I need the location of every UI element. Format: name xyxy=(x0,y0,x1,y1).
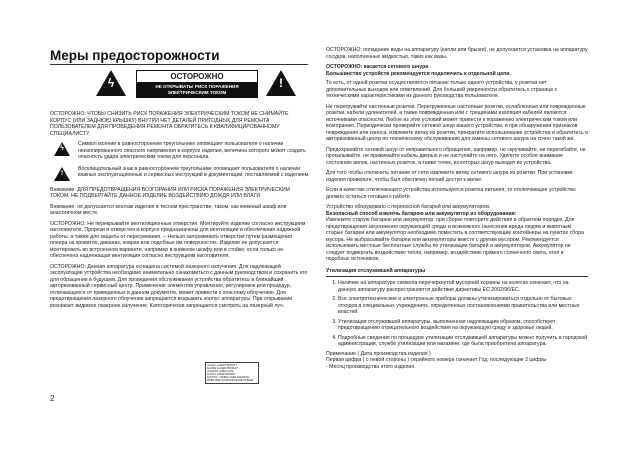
symbol-lightning-text: Символ молнии в равностороннем треугольнике оповещает пользователя о наличии неизолированного опасного напряжения в корпусе изделия, величина которого может создать опасность удара электрическим током для персонала. xyxy=(78,141,306,160)
laser-label-line: CAUTION - VISIBLE LASER RADIATION xyxy=(207,376,250,379)
date-note-2: Первая цифра ( с левой стороны ) серийного номера означает Год, последующие 2 цифры xyxy=(326,357,547,363)
cord-paragraph-3: Предохраняйте сетевой шнур от неправильного обращения, например, не скручивайте, не перегибайте, не прокалывайте, не прижимайте кабель дверью и не наступайте на него. Уделите особое внимание состоянию вилок, настенных розеток, а также точек, из которых шнур выходит из устройства. xyxy=(326,146,586,166)
warning-label xyxy=(50,68,310,110)
page-title: Меры предосторожности xyxy=(50,48,220,63)
date-note-3: - Месяц производства этого изделия. xyxy=(326,363,416,370)
cord-heading: ОСТОРОЖНО: касается сетевого шнура xyxy=(326,64,429,70)
cord-paragraph-2: Не перегружайте настенные розетки. Перегруженные настенные розетки, ослабленные или поврежденные розетки, кабели удлинителей, а также поврежденная или с трещинами изоляция кабелей являются источниками опасности. Любое из этих условий может привести к поражению электрическим током или возгоранию. Периодически проверяйте сетевой шнур вашего устройства, и при обнаружении признаков повреждения или износа, извлеките вилку из розетки, прекратите использование устройства и обратитесь в авторизованный центр по техническому обслуживанию для замены сетевого шнура на точно такой же. xyxy=(326,103,588,142)
cord-subheading: Большинство устройств рекомендуется подключать к отдельной цепи. xyxy=(326,70,511,77)
cord-paragraph-5: Если в качестве отключающего устройства используется розетка питания, то отключающее устройство должно остаться готовым к работе. xyxy=(326,187,576,200)
laser-label-line: LUOKAN 1 LASER LAITE xyxy=(207,370,234,373)
list-item: 3. Утилизация отслужившей аппаратуры, выполненная надлежащим образом, способствует предотвращению отрицательного воздействия на окружающую среду и здоровье людей. xyxy=(338,319,588,332)
warning-box xyxy=(136,70,258,98)
cord-paragraph-4: Для того чтобы отключить питание от сети извлеките вилку сетевого шнура из розетки. При установке изделия проверьте, чтобы был обеспечен легкий доступ к вилке. xyxy=(326,170,573,183)
lightning-triangle-icon: ϟ xyxy=(96,70,126,96)
warning-paragraph: Внимание: ДЛЯ ПРЕДОТВРАЩЕНИЯ ВОЗГОРАНИЯ ИЛИ РИСКА ПОРАЖЕНИЯ ЭЛЕКТРИЧЕСКИМ ТОКОМ, НЕ ПОДВЕРГАЙТЕ ДАННОЕ ИЗДЕЛИЕ ВОЗДЕЙСТВИЮ ДОЖДЯ ИЛИ ВЛАГИ. xyxy=(50,186,290,199)
laser-class-label xyxy=(205,362,259,384)
exclamation-triangle-icon: ! xyxy=(52,166,74,182)
disposal-list xyxy=(326,280,588,348)
laser-paragraph: ОСТОРОЖНО: Данная аппаратура оснащена системой лазерного излучения. Для надлежащей эксплуатации устройства необходимо внимательно ознакомиться с данным руководством и сохранить его для обращения в будущем. Для проведения обслуживания устройства обратитесь в ближайший авторизованный сервисный центр. Применение элементов управления, регулировок или процедур, отличающихся от приведенных в данном документе, может привести к опасному облучению. Для предотвращения лазерного облучения запрещается вскрывать корпус аппаратуры. При открывании возникает видимое лазерное излучение. Категорически запрещается смотреть на лазерный луч. xyxy=(50,263,308,309)
warning-title: ОСТОРОЖНО xyxy=(137,71,257,83)
battery-heading: Безопасный способ извлечь батарею или аккумулятор из оборудования: xyxy=(326,210,517,217)
date-note-1: Примечание ( Дата производства изделия ) xyxy=(326,350,431,357)
symbol-exclamation-text: Восклицательный знак в равностороннем треугольнике оповещает пользователя о наличии важных эксплуатационных и сервисных инструкций в документации, поставляемой с изделием. xyxy=(78,165,310,178)
list-item: 1. Наличие на аппаратуре символа перечеркнутой мусорной корзины на колесах означает, что на данную аппаратуру распространяется действие директивы ЕС 2002/96/EC. xyxy=(338,280,588,293)
battery-paragraph-2: Извлеките старую батарею или аккумулятор, при сборке повторите действия в обратном порядке. Для предотвращения загрязнения окружающей среды и возможного нанесения вреда людям и животным старые батареи или аккумулятор необходимо поместить в соответствующие контейнеры на пунктах сбора мусора. Не выбрасывайте батареи или аккумуляторы вместе с другим мусором. Рекомендуется использовать местные бесплатные службы по утилизации батарей и аккумуляторов. Аккумулятор не следует подвергать воздействию тепла, например, воздействию прямого солнечного света, огня и подобных источников. xyxy=(326,217,584,262)
disposal-divider xyxy=(326,276,588,277)
list-item: 2. Все электротехнические и электронные приборы должны утилизироваться отдельно от бытовых отходов в специальных учреждениях, определенных постановлениями правительства или местных властей. xyxy=(338,296,588,316)
battery-paragraph-1: Устройство оборудовано с переносной батарей или аккумулятором. xyxy=(326,204,491,210)
cord-paragraph-1: То есть, от одной розетки осуществляется питание только одного устройства, у розетки нет дополнительных выходов или ответвлений. Для большей уверенности обратитесь к странице с техническими характеристиками из данного руководства пользователя. xyxy=(326,80,558,99)
laser-label-line: KLASS 1 LASER APPARAT xyxy=(207,373,236,376)
left-column xyxy=(50,68,310,313)
moisture-paragraph: ОСТОРОЖНО: попадание воды на аппаратуру (капли или брызги), не допускается установка на аппаратуру сосудов, наполненных жидкостью, таких как вазы. xyxy=(326,47,588,60)
laser-label-line: WHEN OPEN AVOID EXPOSURE TO BEAM xyxy=(207,379,254,382)
laser-label-line: CLASS 1 LASER PRODUCT xyxy=(207,364,237,367)
right-column xyxy=(326,47,588,370)
symbol-lightning-row xyxy=(50,141,310,161)
list-item: 4. Подробные сведения по процедуре утилизации отслужившей аппаратуры можно получить в городской администрации, службе утилизации или магазине, где была приобретена аппаратура. xyxy=(338,335,588,348)
page-number: 2 xyxy=(50,394,55,403)
title-divider xyxy=(50,64,308,65)
exclamation-triangle-icon: ! xyxy=(266,70,296,96)
laser-label-line: KLASSE 1 LASER PRODUKT xyxy=(207,367,239,370)
ventilation-paragraph: ОСТОРОЖНО: Не перекрывайте вентиляционные отверстия. Монтируйте изделие согласно инструкциям изготовителя. Прорези и отверстия в корпусе предназначены для вентиляции и обеспечения надежной работы, а также для защиты от перегревания. – Нельзя загораживать отверстия путем размещения плеера на кроватях, диванах, коврах или подобных им поверхностях. Изделие не допускается монтировать во встроенном варианте, например в книжном шкафу или в стойке, если только не обеспечена надлежащая вентиляция согласно инструкциям изготовителя. xyxy=(50,220,306,259)
shelf-paragraph: Внимание: не допускается монтаж изделия в тесном пространстве, таком, как книжный шкаф или аналогичном месте. xyxy=(50,203,287,216)
lightning-triangle-icon: ϟ xyxy=(52,141,74,157)
warning-subtitle: НЕ ОТКРЫВАТЬ! РИСК ПОРАЖЕНИЯ ЭЛЕКТРИЧЕСКИМ ТОКОМ xyxy=(137,83,257,97)
symbol-exclamation-row xyxy=(50,166,310,182)
caution-paragraph: ОСТОРОЖНО: ЧТОБЫ СНИЗИТЬ РИСК ПОРАЖЕНИЯ ЭЛЕКТРИЧЕСКИМ ТОКОМ НЕ СНИМАЙТЕ КОРПУС (ИЛИ ЗАДНЮЮ КРЫШКУ) ВНУТРИ НЕТ ДЕТАЛЕЙ ПРИГОДНЫХ ДЛЯ РЕМОНТА ПОЛЬЗОВАТЕЛЕМ ДЛЯ ПРОВЕДЕНИЯ РЕМОНТА ОБРАТИТЕСЬ К КВАЛИФИЦИРОВАННОМУ СПЕЦИАЛИСТУ. xyxy=(50,111,289,137)
disposal-heading: Утилизация отслужившей аппаратуры xyxy=(326,267,426,274)
